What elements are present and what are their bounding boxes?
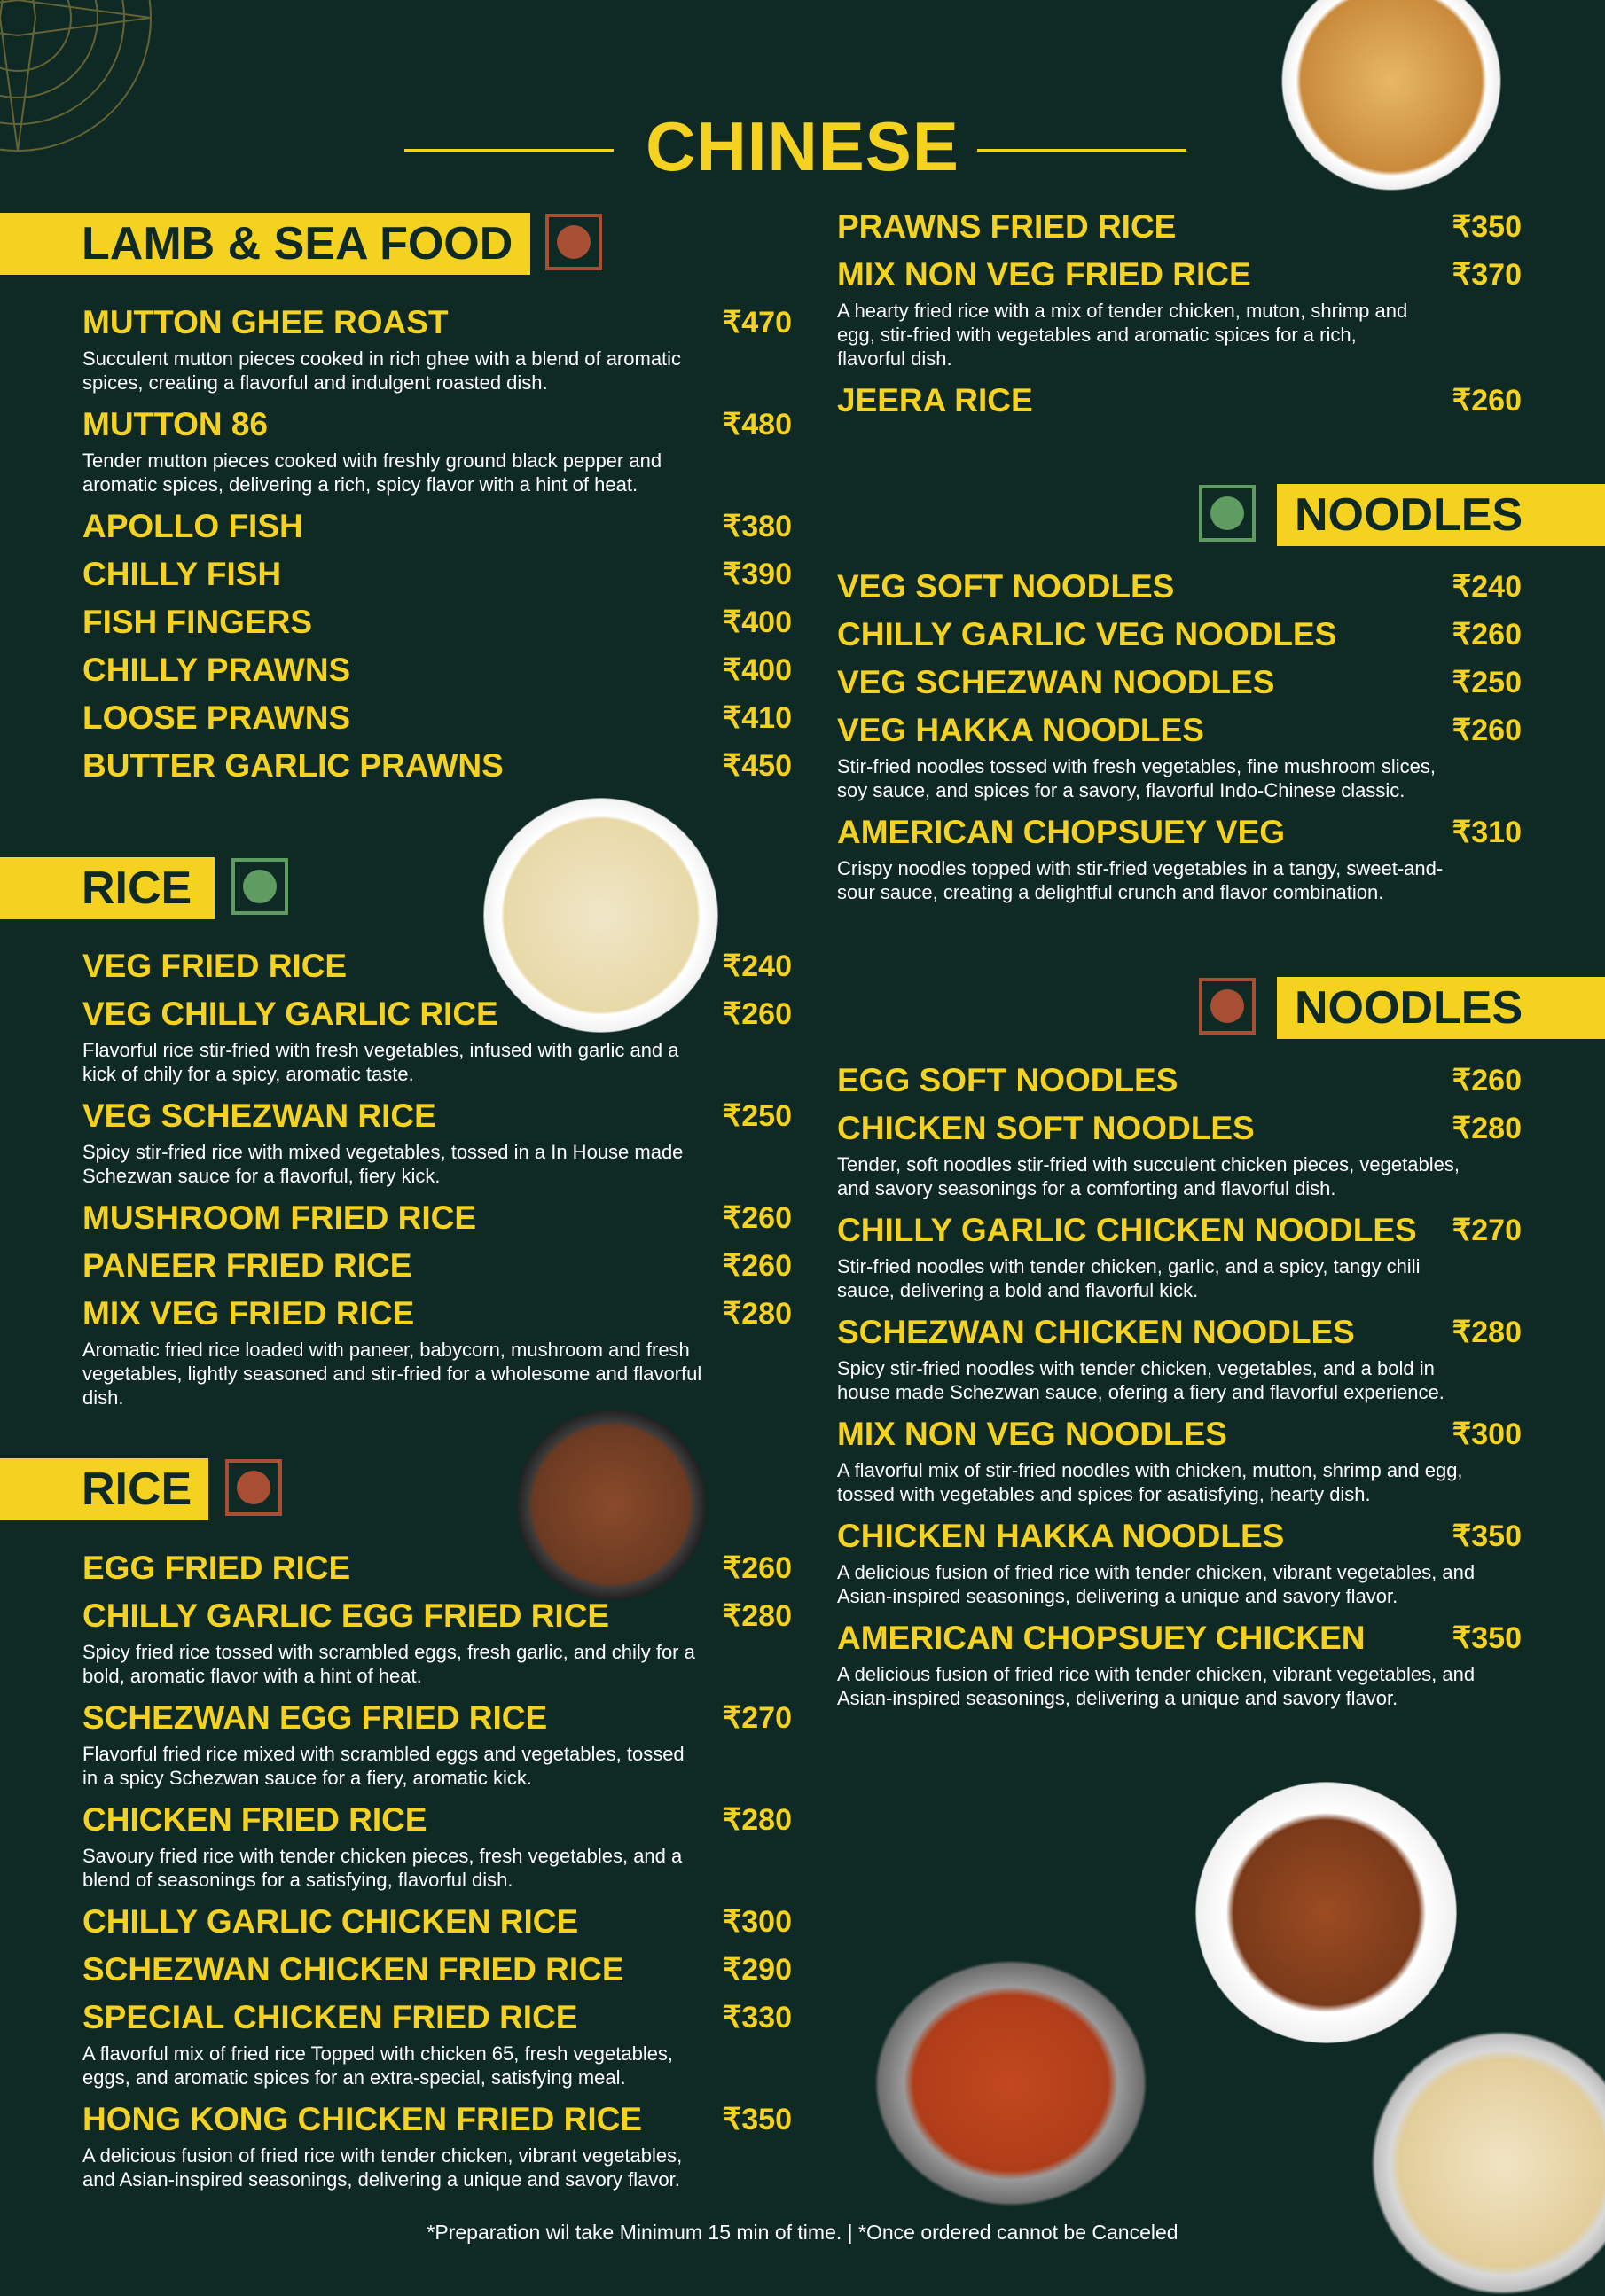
menu-item-name: AMERICAN CHOPSUEY VEG (837, 814, 1286, 850)
menu-item-name: SPECIAL CHICKEN FRIED RICE (82, 1999, 578, 2035)
menu-item-description: Spicy stir-fried noodles with tender chicken, vegetables, and a bold in house made Schezwan sauce, ofering a fiery and flavorful experience. (837, 1357, 1444, 1403)
menu-item-description: A delicious fusion of fried rice with tender chicken, vibrant vegetables, and Asian-inspired seasonings, delivering a unique and savory flavor. (837, 1663, 1476, 1709)
menu-item-name: CHICKEN SOFT NOODLES (837, 1110, 1255, 1146)
menu-item-name: FISH FINGERS (82, 604, 313, 640)
menu-item-price: ₹280 (722, 1803, 792, 1837)
menu-item-name: HONG KONG CHICKEN FRIED RICE (82, 2101, 643, 2137)
menu-item-price: ₹380 (722, 510, 792, 543)
section-lamb-sea-food-header (0, 213, 530, 275)
menu-item-price: ₹410 (722, 701, 792, 735)
menu-item (837, 613, 1522, 656)
menu-item (82, 601, 792, 644)
menu-item-description: A hearty fried rice with a mix of tender chicken, muton, shrimp and egg, stir-fried with vegetables and aromatic spices for a rich, flavorful dish. (837, 300, 1408, 370)
menu-item (82, 505, 792, 548)
menu-item-name: AMERICAN CHOPSUEY CHICKEN (837, 1620, 1366, 1656)
menu-item (82, 1292, 792, 1410)
menu-item (837, 254, 1522, 371)
rice-continued-list (837, 206, 1522, 427)
nonveg-icon (1199, 978, 1256, 1035)
menu-item-name: CHILLY FISH (82, 556, 282, 592)
menu-item-name: PANEER FRIED RICE (82, 1247, 412, 1284)
menu-item-name: SCHEZWAN CHICKEN NOODLES (837, 1314, 1355, 1350)
menu-item-description: Tender, soft noodles stir-fried with succulent chicken pieces, vegetables, and savory seasonings for a comforting and flavorful dish. (837, 1153, 1460, 1199)
nonveg-icon (225, 1459, 282, 1516)
menu-item-price: ₹280 (722, 1297, 792, 1331)
menu-item (837, 709, 1522, 802)
menu-item (837, 379, 1522, 422)
menu-item-name: SCHEZWAN CHICKEN FRIED RICE (82, 1951, 624, 1988)
menu-item-name: CHILLY GARLIC CHICKEN NOODLES (837, 1212, 1417, 1248)
menu-item-price: ₹280 (722, 1599, 792, 1633)
menu-item-description: Spicy fried rice tossed with scrambled eggs, fresh garlic, and chily for a bold, aromatic flavor with a hint of heat. (82, 1641, 695, 1687)
menu-item-price: ₹470 (722, 306, 792, 340)
menu-item-price: ₹260 (722, 997, 792, 1031)
menu-item-name: EGG SOFT NOODLES (837, 1062, 1178, 1098)
section-noodles-veg-header (1277, 484, 1605, 546)
menu-item-description: Tender mutton pieces cooked with freshly ground black pepper and aromatic spices, delivering a rich, spicy flavor with a hint of heat. (82, 449, 662, 496)
menu-item (82, 403, 792, 496)
menu-item-name: MUSHROOM FRIED RICE (82, 1199, 476, 1236)
menu-item-price: ₹270 (1452, 1214, 1522, 1247)
menu-item-description: Succulent mutton pieces cooked in rich ghee with a blend of aromatic spices, creating a flavorful and indulgent roasted dish. (82, 348, 682, 394)
menu-item (82, 301, 792, 394)
menu-item-name: CHILLY PRAWNS (82, 652, 351, 688)
menu-item-description: A flavorful mix of fried rice Topped with chicken 65, fresh vegetables, eggs, and aromatic spices for an extra-special, satisfying meal. (82, 2042, 674, 2089)
menu-item-name: SCHEZWAN EGG FRIED RICE (82, 1699, 548, 1736)
menu-item (837, 811, 1522, 904)
menu-item (82, 1901, 792, 1943)
menu-item (82, 1948, 792, 1991)
menu-item-price: ₹350 (722, 2103, 792, 2136)
menu-item-price: ₹250 (1452, 666, 1522, 699)
curry-kadai-image (873, 1959, 1148, 2207)
menu-item-price: ₹300 (722, 1905, 792, 1939)
menu-item-name: VEG HAKKA NOODLES (837, 712, 1204, 748)
menu-item (82, 745, 792, 787)
section-rice-nonveg-header (0, 1458, 208, 1520)
menu-item-name: MIX NON VEG FRIED RICE (837, 256, 1251, 293)
menu-item-name: PRAWNS FRIED RICE (837, 208, 1177, 245)
menu-item-description: Aromatic fried rice loaded with paneer, babycorn, mushroom and fresh vegetables, lightly seasoned and stir-fried for a wholesome and flavorful dish. (82, 1339, 702, 1409)
menu-item-price: ₹350 (1452, 1621, 1522, 1655)
menu-item-description: Savoury fried rice with tender chicken pieces, fresh vegetables, and a blend of seasonings for a satisfying, flavorful dish. (82, 1845, 683, 1891)
menu-item-name: MIX VEG FRIED RICE (82, 1295, 415, 1332)
section-title: RICE (82, 1464, 192, 1515)
menu-item-name: EGG FRIED RICE (82, 1550, 351, 1586)
menu-item-name: MUTTON GHEE ROAST (82, 304, 449, 340)
rice-veg-list (82, 945, 792, 1418)
menu-item-description: Stir-fried noodles tossed with fresh vegetables, fine mushroom slices, soy sauce, and spices for a savory, flavorful Indo-Chinese classic. (837, 755, 1436, 801)
menu-item-price: ₹300 (1452, 1417, 1522, 1451)
menu-item-description: A flavorful mix of stir-fried noodles with chicken, mutton, shrimp and egg, tossed with vegetables and spices for asatisfying, hearty dish. (837, 1459, 1463, 1505)
noodles-veg-list (837, 566, 1522, 913)
menu-item-description: Crispy noodles topped with stir-fried vegetables in a tangy, sweet-and-sour sauce, creating a delightful crunch and flavor combination. (837, 857, 1444, 903)
menu-item-price: ₹260 (1452, 384, 1522, 418)
menu-item (837, 566, 1522, 608)
menu-item-price: ₹260 (722, 1201, 792, 1235)
menu-item (82, 1595, 792, 1688)
menu-item-description: Flavorful rice stir-fried with fresh vegetables, infused with garlic and a kick of chily for a spicy, aromatic taste. (82, 1039, 679, 1085)
menu-item (82, 1697, 792, 1790)
menu-item (837, 206, 1522, 248)
menu-item-description: Stir-fried noodles with tender chicken, garlic, and a spicy, tangy chili sauce, delivering a bold and flavorful kick. (837, 1255, 1421, 1301)
menu-item-name: VEG SCHEZWAN RICE (82, 1097, 436, 1134)
menu-item-price: ₹260 (722, 1551, 792, 1585)
menu-item-price: ₹310 (1452, 816, 1522, 849)
menu-item-name: VEG SCHEZWAN NOODLES (837, 664, 1275, 700)
menu-item-name: BUTTER GARLIC PRAWNS (82, 747, 504, 784)
menu-item-price: ₹250 (722, 1099, 792, 1133)
menu-item-price: ₹240 (1452, 570, 1522, 604)
menu-item-price: ₹260 (1452, 618, 1522, 652)
menu-item (82, 1996, 792, 2089)
menu-item (82, 1245, 792, 1287)
menu-item (837, 1209, 1522, 1302)
menu-item-name: CHILLY GARLIC VEG NOODLES (837, 616, 1337, 652)
menu-item-price: ₹270 (722, 1701, 792, 1735)
menu-item (82, 945, 792, 988)
menu-item-description: Spicy stir-fried rice with mixed vegetables, tossed in a In House made Schezwan sauce for a flavorful, fiery kick. (82, 1141, 684, 1187)
menu-item-name: JEERA RICE (837, 382, 1033, 418)
menu-item-price: ₹350 (1452, 210, 1522, 244)
menu-item-description: A delicious fusion of fried rice with tender chicken, vibrant vegetables, and Asian-inspired seasonings, delivering a unique and savory flavor. (837, 1561, 1476, 1607)
menu-item (837, 1617, 1522, 1710)
menu-item (837, 1107, 1522, 1200)
menu-item (82, 1799, 792, 1892)
section-title: NOODLES (1295, 489, 1523, 541)
menu-item (82, 1095, 792, 1188)
menu-item-name: LOOSE PRAWNS (82, 699, 351, 736)
menu-item (82, 2098, 792, 2191)
section-title: LAMB & SEA FOOD (82, 218, 513, 269)
menu-item-price: ₹280 (1452, 1112, 1522, 1145)
menu-item-name: VEG CHILLY GARLIC RICE (82, 996, 498, 1032)
tandoori-plate-image (1195, 1782, 1457, 2043)
menu-item-price: ₹260 (1452, 1064, 1522, 1097)
menu-item-price: ₹240 (722, 949, 792, 983)
menu-item-price: ₹480 (722, 408, 792, 441)
menu-item-price: ₹370 (1452, 258, 1522, 292)
menu-item (837, 1515, 1522, 1608)
menu-item-price: ₹390 (722, 558, 792, 591)
menu-item (837, 1059, 1522, 1102)
menu-item-price: ₹330 (722, 2001, 792, 2034)
menu-item-name: APOLLO FISH (82, 508, 303, 544)
menu-item (82, 697, 792, 739)
menu-item-name: VEG SOFT NOODLES (837, 568, 1175, 605)
menu-item-price: ₹400 (722, 653, 792, 687)
menu-item-price: ₹290 (722, 1953, 792, 1987)
menu-item-price: ₹450 (722, 749, 792, 783)
menu-item (82, 553, 792, 596)
rice-nonveg-list (82, 1547, 792, 2200)
nonveg-icon (545, 214, 602, 270)
section-title: RICE (82, 863, 192, 914)
menu-item (82, 1547, 792, 1589)
menu-item-price: ₹350 (1452, 1519, 1522, 1553)
menu-item-name: MIX NON VEG NOODLES (837, 1416, 1227, 1452)
section-noodles-nonveg-header (1277, 977, 1605, 1039)
noodles-nonveg-list (837, 1059, 1522, 1719)
menu-item-description: A delicious fusion of fried rice with tender chicken, vibrant vegetables, and Asian-inspired seasonings, delivering a unique and savory flavor. (82, 2144, 683, 2191)
menu-item-name: MUTTON 86 (82, 406, 269, 442)
menu-item-name: CHILLY GARLIC CHICKEN RICE (82, 1903, 579, 1940)
footnote: *Preparation wil take Minimum 15 min of time. | *Once ordered cannot be Canceled (427, 2221, 1178, 2244)
menu-item (837, 1413, 1522, 1506)
naan-plate-image (1370, 2030, 1605, 2296)
menu-item-price: ₹280 (1452, 1316, 1522, 1349)
menu-item (82, 649, 792, 691)
menu-item-price: ₹260 (722, 1249, 792, 1283)
lamb-sea-food-list (82, 301, 792, 793)
menu-item-name: VEG FRIED RICE (82, 948, 348, 984)
menu-item-price: ₹260 (1452, 714, 1522, 747)
veg-icon (1199, 485, 1256, 542)
menu-item-name: CHILLY GARLIC EGG FRIED RICE (82, 1597, 610, 1634)
menu-item-description: Flavorful fried rice mixed with scrambled eggs and vegetables, tossed in a spicy Schezwan sauce for a fiery, aromatic kick. (82, 1743, 685, 1789)
menu-item (82, 993, 792, 1086)
page-title: CHINESE (646, 107, 959, 185)
menu-item-name: CHICKEN HAKKA NOODLES (837, 1518, 1285, 1554)
menu-item-name: CHICKEN FRIED RICE (82, 1801, 427, 1838)
section-title: NOODLES (1295, 982, 1523, 1034)
menu-item (837, 1311, 1522, 1404)
veg-icon (231, 858, 288, 915)
menu-item-price: ₹400 (722, 605, 792, 639)
menu-item (82, 1197, 792, 1239)
section-rice-veg-header (0, 857, 215, 919)
menu-item (837, 661, 1522, 704)
